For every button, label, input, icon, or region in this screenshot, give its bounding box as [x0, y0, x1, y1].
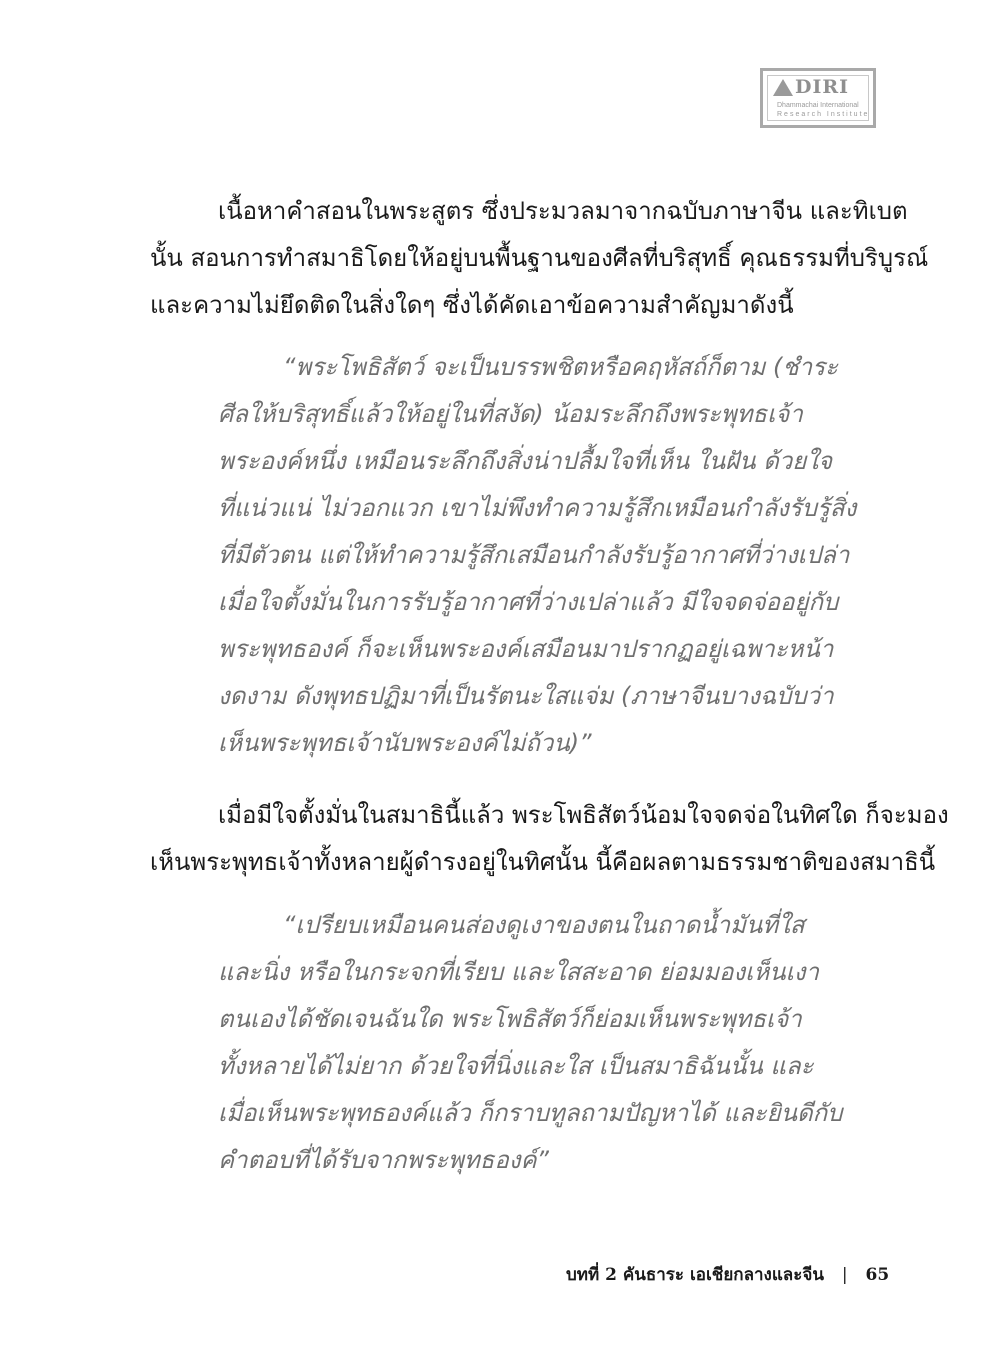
- quote2-line: คำตอบที่ได้รับจากพระพุทธองค์”: [218, 1146, 549, 1174]
- quote1-line: งดงาม ดังพุทธปฏิมาที่เป็นรัตนะใสแจ่ม (ภาษาจีนบางฉบับว่า: [218, 682, 834, 710]
- paragraph1-line: นั้น สอนการทำสมาธิโดยให้อยู่บนพื้นฐานของศีลที่บริสุทธิ์ คุณธรรมที่บริบูรณ์: [150, 244, 929, 272]
- quote2-line: “เปรียบเหมือนคนส่องดูเงาของตนในถาดน้ำมันที่ใส: [283, 911, 805, 939]
- quote1-line: ศีลให้บริสุทธิ์แล้วให้อยู่ในที่สงัด) น้อมระลึกถึงพระพุทธเจ้า: [218, 400, 803, 428]
- paragraph2-line: เมื่อมีใจตั้งมั่นในสมาธินี้แล้ว พระโพธิสัตว์น้อมใจจดจ่อในทิศใด ก็จะมอง: [218, 801, 949, 829]
- quote1-line: “พระโพธิสัตว์ จะเป็นบรรพชิตหรือคฤหัสถ์ก็ตาม (ชำระ: [283, 353, 838, 381]
- triangle-icon: [773, 79, 793, 96]
- paragraph1-line: และความไม่ยึดติดในสิ่งใดๆ ซึ่งได้คัดเอาข้อความสำคัญมาดังนี้: [150, 291, 794, 319]
- chapter-title: บทที่ 2 คันธาระ เอเชียกลางและจีน: [566, 1265, 824, 1285]
- logo-subtitle-line1: Dhammachai International: [777, 102, 859, 109]
- page-footer: [566, 1264, 889, 1286]
- page-number: 65: [865, 1265, 890, 1285]
- footer-separator: |: [841, 1265, 848, 1285]
- quote2-line: และนิ่ง หรือในกระจกที่เรียบ และใสสะอาด ย่อมมองเห็นเงา: [218, 958, 819, 986]
- paragraph2-line: เห็นพระพุทธเจ้าทั้งหลายผู้ดำรงอยู่ในทิศนั้น นี้คือผลตามธรรมชาติของสมาธินี้: [150, 848, 936, 876]
- logo-subtitle-line2: Research Institute: [777, 111, 870, 118]
- quote2-line: ตนเองได้ชัดเจนฉันใด พระโพธิสัตว์ก็ย่อมเห็นพระพุทธเจ้า: [218, 1005, 802, 1033]
- quote1-line: พระพุทธองค์ ก็จะเห็นพระองค์เสมือนมาปรากฏอยู่เฉพาะหน้า: [218, 635, 834, 663]
- quote2-line: เมื่อเห็นพระพุทธองค์แล้ว ก็กราบทูลถามปัญหาได้ และยินดีกับ: [218, 1099, 843, 1127]
- logo-title: DIRI: [795, 76, 850, 98]
- quote1-line: ที่แน่วแน่ ไม่วอกแวก เขาไม่พึงทำความรู้สึกเหมือนกำลังรับรู้สิ่ง: [218, 494, 857, 522]
- quote2-line: ทั้งหลายได้ไม่ยาก ด้วยใจที่นิ่งและใส เป็นสมาธิฉันนั้น และ: [218, 1052, 814, 1080]
- quote1-line: เห็นพระพุทธเจ้านับพระองค์ไม่ถ้วน)”: [218, 729, 592, 757]
- paragraph1-line: เนื้อหาคำสอนในพระสูตร ซึ่งประมวลมาจากฉบับภาษาจีน และทิเบต: [218, 197, 908, 225]
- quote1-line: เมื่อใจตั้งมั่นในการรับรู้อากาศที่ว่างเปล่าแล้ว มีใจจดจ่ออยู่กับ: [218, 588, 839, 616]
- quote1-line: ที่มีตัวตน แต่ให้ทำความรู้สึกเสมือนกำลังรับรู้อากาศที่ว่างเปล่า: [218, 541, 850, 569]
- quote1-line: พระองค์หนึ่ง เหมือนระลึกถึงสิ่งน่าปลื้มใจที่เห็น ในฝัน ด้วยใจ: [218, 447, 833, 475]
- diri-logo: [760, 68, 876, 128]
